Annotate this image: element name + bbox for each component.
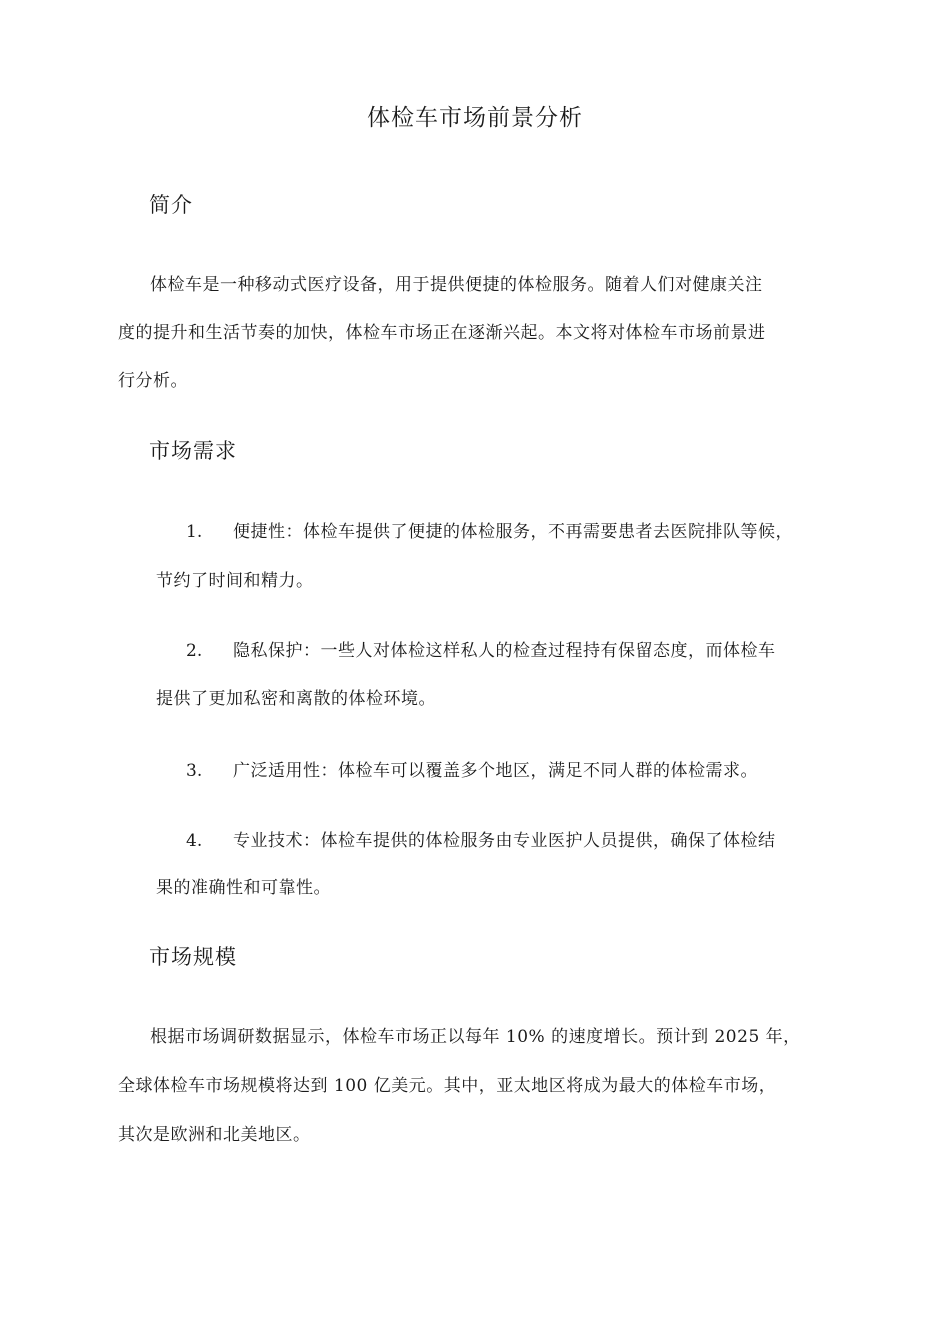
paragraph-line: 体检车是一种移动式医疗设备，用于提供便捷的体检服务。随着人们对健康关注 xyxy=(150,275,763,295)
document-title: 体检车市场前景分析 xyxy=(367,105,583,131)
list-text: 隐私保护：一些人对体检这样私人的检查过程持有保留态度，而体检车 xyxy=(233,641,776,661)
list-number: 1. xyxy=(186,522,203,542)
section-heading-demand: 市场需求 xyxy=(149,439,237,463)
paragraph-line: 根据市场调研数据显示，体检车市场正以每年 10% 的速度增长。预计到 2025 年， xyxy=(150,1027,801,1047)
list-number: 2. xyxy=(186,641,203,661)
paragraph-line: 度的提升和生活节奏的加快，体检车市场正在逐渐兴起。本文将对体检车市场前景进 xyxy=(118,323,766,343)
section-heading-intro: 简介 xyxy=(149,193,193,217)
paragraph-line: 其次是欧洲和北美地区。 xyxy=(118,1125,311,1145)
paragraph-line: 全球体检车市场规模将达到 100 亿美元。其中，亚太地区将成为最大的体检车市场， xyxy=(118,1076,777,1096)
section-heading-market-size: 市场规模 xyxy=(149,945,237,969)
paragraph-line: 行分析。 xyxy=(118,371,188,391)
list-text-continued: 果的准确性和可靠性。 xyxy=(156,878,331,898)
list-text-continued: 节约了时间和精力。 xyxy=(156,571,314,591)
list-number: 3. xyxy=(186,761,203,781)
list-text: 广泛适用性：体检车可以覆盖多个地区，满足不同人群的体检需求。 xyxy=(233,761,758,781)
list-text: 专业技术：体检车提供的体检服务由专业医护人员提供，确保了体检结 xyxy=(233,831,776,851)
list-number: 4. xyxy=(186,831,203,851)
list-text-continued: 提供了更加私密和离散的体检环境。 xyxy=(156,689,436,709)
list-text: 便捷性：体检车提供了便捷的体检服务，不再需要患者去医院排队等候， xyxy=(233,522,793,542)
